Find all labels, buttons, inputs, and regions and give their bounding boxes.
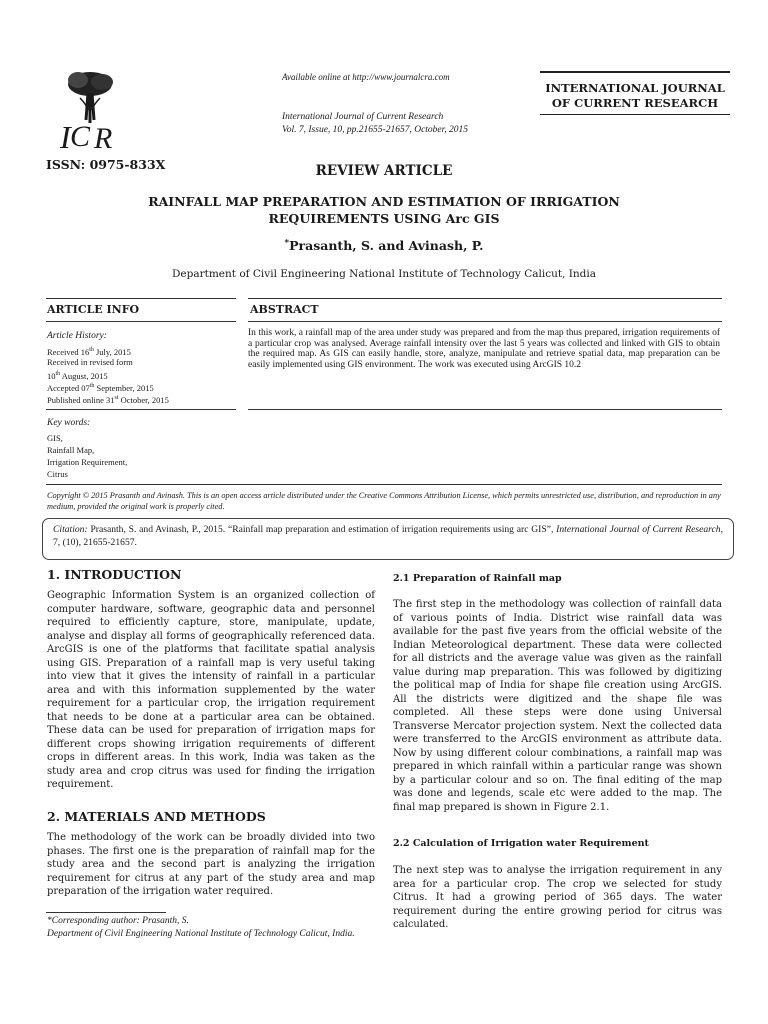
volume-info: Vol. 7, Issue, 10, pp.21655-21657, October, 2015: [282, 125, 469, 135]
svg-text:C: C: [70, 120, 91, 152]
svg-text:I: I: [60, 119, 71, 152]
citation-box: [42, 518, 734, 560]
journal-title-box: [540, 71, 730, 111]
author-mark: *: [284, 238, 290, 248]
section-2-1-heading: 2.1 Preparation of Rainfall map: [393, 573, 562, 584]
keyword: Citrus: [47, 469, 68, 479]
abstract-heading-rule: [248, 321, 722, 322]
introduction-text: Geographic Information System is an organized collection of computer hardware, software, geographic data and personnel required to efficiently capture, store, manipulate, update, analyse and display all forms of geographically referenced data. ArcGIS is one of the platforms that facilitate spatial analysis using GIS. Preparation of a rainfall map is very useful taking into view that it gives the intensity of rainfall in a particular area and with this information supplemented by the water requirement for a particular crop, the irrigation requirement that needs to be done at a particular area can be obtained. These data can be used for preparation of irrigation maps for different crops showing irrigation requirements of different crops in different areas. In this work, India was taken as the study area and crop citrus was used for finding the irrigation requirement.: [47, 590, 375, 790]
keyword: Irrigation Requirement,: [47, 457, 128, 467]
citation-text: Prasanth, S. and Avinash, P., 2015. “Rainfall map preparation and estimation of irrigation requirements using arc GIS”,: [87, 524, 554, 535]
methods-heading: 2. MATERIALS AND METHODS: [47, 809, 266, 824]
abstract-text: In this work, a rainfall map of the area under study was prepared and from the map thus prepared, irrigation requirements of a particular crop was analysed. Average rainfall intensity over the last 5 years was collected and linked with GIS to obtain the required map. As GIS can easily handle, store, analyze, manipulate and retrieve spatial data, map preparation can be easily implemented using GIS environment. The work was executed using ArcGIS 10.2: [248, 328, 720, 370]
title-line2: REQUIREMENTS USING Arc GIS: [268, 211, 500, 226]
section-2-2-text: The next step was to analyse the irrigation requirement in any area for a particular crop. The crop we selected for study Citrus. It had a growing period of 365 days. The water requirement during the entire growing period for citrus was calculated.: [393, 865, 722, 930]
revised-label: Received in revised form: [47, 357, 133, 367]
keywords-rule: [46, 409, 236, 410]
citation-label: Citation:: [53, 524, 88, 535]
available-online[interactable]: Available online at http://www.journalcra.com: [282, 72, 450, 82]
article-info-heading: ARTICLE INFO: [47, 303, 140, 316]
history-label: Article History:: [47, 331, 107, 341]
citation-journal: International Journal of Current Research: [556, 524, 721, 535]
methods-text: The methodology of the work can be broadly divided into two phases. The first one is the preparation of rainfall map for the study area and the second part is analyzing the irrigation requirement for citrus at any part of the study area and map preparation of the irrigation water required.: [47, 832, 375, 897]
info-top-rule: [46, 298, 236, 299]
journal-title-line2: OF CURRENT RESEARCH: [551, 96, 719, 110]
journal-box-divider: [540, 114, 730, 115]
published-date: Published online 31st October, 2015: [47, 394, 169, 405]
accepted-date: Accepted 07th September, 2015: [47, 382, 154, 393]
received-date: Received 16th July, 2015: [47, 346, 131, 357]
keyword: GIS,: [47, 433, 63, 443]
keywords-label: Key words:: [47, 418, 91, 428]
info-heading-rule: [46, 321, 236, 322]
citation-rest: , 7, (10), 21655-21657.: [53, 524, 723, 548]
affiliation: Department of Civil Engineering National Institute of Technology Calicut, India: [172, 268, 596, 280]
title-line1: RAINFALL MAP PREPARATION AND ESTIMATION OF IRRIGATION: [148, 194, 620, 209]
abstract-top-rule: [248, 298, 722, 299]
article-type: REVIEW ARTICLE: [315, 163, 453, 179]
issn: ISSN: 0975-833X: [46, 157, 166, 172]
journal-name: International Journal of Current Research: [282, 112, 444, 122]
journal-logo: [50, 68, 130, 152]
keyword: Rainfall Map,: [47, 445, 95, 455]
journal-title-line1: INTERNATIONAL JOURNAL: [545, 81, 725, 95]
author-names: Prasanth, S. and Avinash, P.: [289, 238, 484, 254]
authors: [0, 238, 768, 253]
copyright-rule: [46, 484, 722, 485]
svg-text:R: R: [94, 122, 113, 152]
abstract-heading: ABSTRACT: [250, 303, 319, 316]
footnote-dept: Department of Civil Engineering National Institute of Technology Calicut, India.: [47, 929, 355, 939]
abstract-bottom-rule: [248, 409, 722, 410]
revised-date: 10th August, 2015: [47, 370, 108, 381]
copyright-notice: Copyright © 2015 Prasanth and Avinash. This is an open access article distributed under the Creative Commons Attribution License, which permits unrestricted use, distribution, and reproduction in any medium, provided the original work is properly cited.: [47, 491, 721, 511]
corresponding-author: *Corresponding author: Prasanth, S.: [47, 916, 189, 926]
article-title: [120, 193, 648, 227]
footnote-rule: [46, 912, 166, 913]
section-2-1-text: The first step in the methodology was collection of rainfall data of various points of India. District wise rainfall data was available for the past five years from the official website of the Indian Meteorological department. These data were collected for all districts and the average value was given as the rainfall value during map preparation. This was followed by digitizing the political map of India for shape file creation using ArcGIS. All the districts were digitized and the shape file was completed. All these steps were done using Universal Transverse Mercator projection system. Next the collected data were transferred to the ArcGIS environment as attribute data. Now by using different colour combinations, a rainfall map was prepared in which rainfall within a particular range was shown by a particular colour and so on. The final editing of the map was done and legends, scale etc were added to the map. The final map prepared is shown in Figure 2.1.: [393, 599, 722, 813]
introduction-heading: 1. INTRODUCTION: [47, 567, 182, 582]
section-2-2-heading: 2.2 Calculation of Irrigation water Requirement: [393, 838, 649, 849]
